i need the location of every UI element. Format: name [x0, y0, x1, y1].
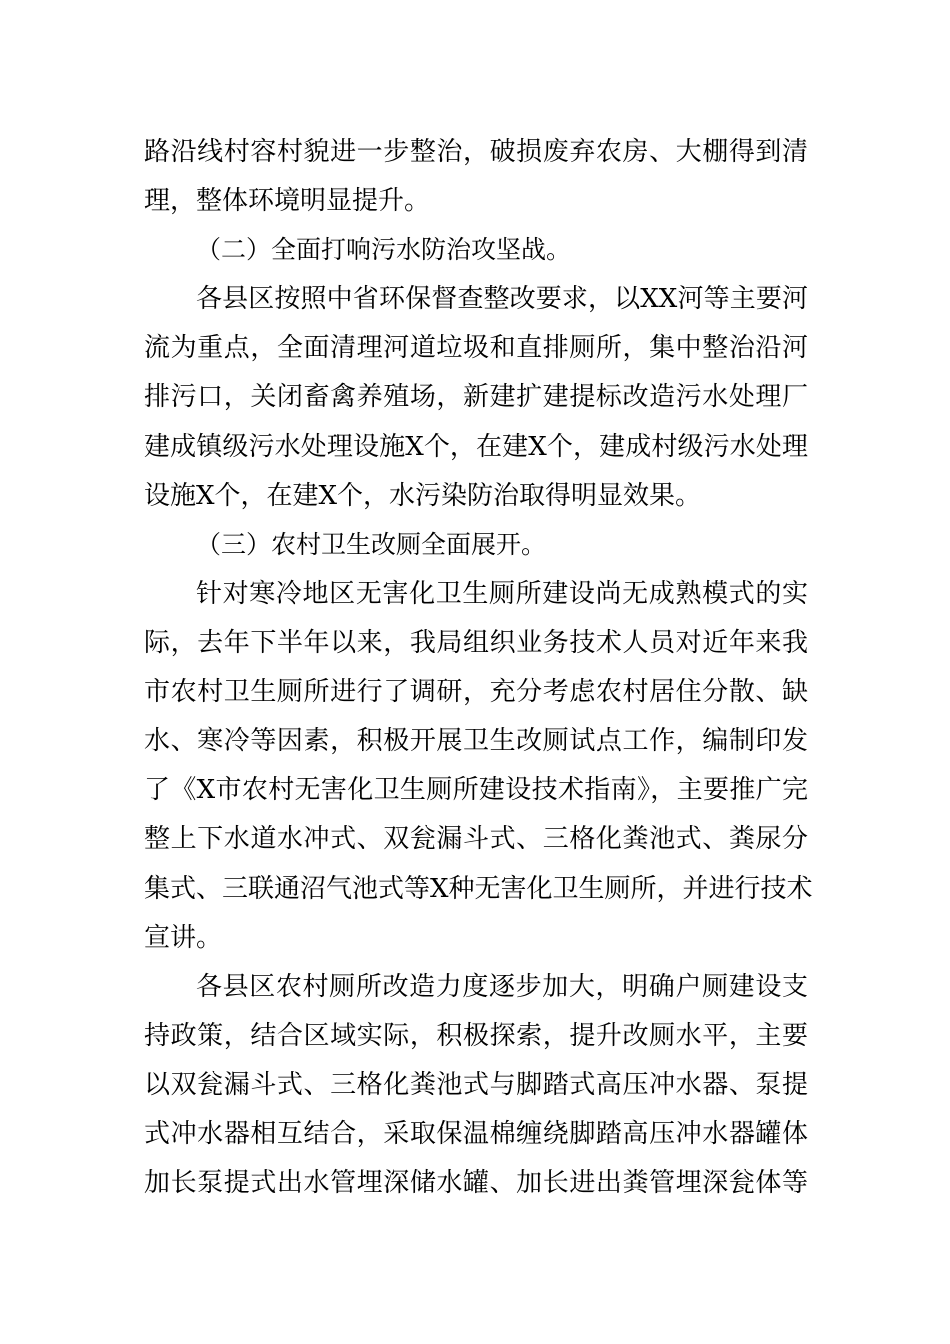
text-line: 以双瓮漏斗式、三格化粪池式与脚踏式高压冲水器、泵提: [144, 1070, 808, 1100]
paragraph-first-line: 针对寒冷地区无害化卫生厕所建设尚无成熟模式的实: [196, 579, 808, 609]
text-line: 水、寒冷等因素，积极开展卫生改厕试点工作，编制印发: [144, 726, 808, 756]
text-line: 加长泵提式出水管埋深储水罐、加长进出粪管埋深瓮体等: [144, 1168, 808, 1198]
text-line: 了《X市农村无害化卫生厕所建设技术指南》，主要推广完: [144, 775, 808, 805]
text-line: 际，去年下半年以来，我局组织业务技术人员对近年来我: [144, 628, 808, 658]
text-line: 建成镇级污水处理设施X个，在建X个，建成村级污水处理: [144, 432, 808, 462]
section-heading-3: （三）农村卫生改厕全面展开。: [196, 530, 547, 559]
text-line: 集式、三联通沼气池式等X种无害化卫生厕所，并进行技术: [144, 874, 813, 904]
text-line: 整上下水道水冲式、双瓮漏斗式、三格化粪池式、粪尿分: [144, 824, 808, 854]
paragraph-first-line: 各县区按照中省环保督查整改要求，以XX河等主要河: [196, 284, 808, 314]
text-line: 路沿线村容村貌进一步整治，破损废弃农房、大棚得到清: [144, 137, 808, 167]
section-heading-2: （二）全面打响污水防治攻坚战。: [196, 235, 572, 264]
paragraph-first-line: 各县区农村厕所改造力度逐步加大，明确户厕建设支: [196, 972, 808, 1002]
text-line: 宣讲。: [144, 923, 223, 953]
text-line: 排污口，关闭畜禽养殖场，新建扩建提标改造污水处理厂: [144, 382, 808, 412]
text-line: 市农村卫生厕所进行了调研，充分考虑农村居住分散、缺: [144, 677, 808, 707]
text-line: 流为重点，全面清理河道垃圾和直排厕所，集中整治沿河: [144, 333, 808, 363]
text-line: 持政策，结合区域实际，积极探索，提升改厕水平，主要: [144, 1021, 808, 1051]
text-line: 设施X个，在建X个，水污染防治取得明显效果。: [144, 481, 702, 511]
text-line: 理，整体环境明显提升。: [144, 186, 431, 216]
text-line: 式冲水器相互结合，采取保温棉缠绕脚踏高压冲水器罐体: [144, 1119, 808, 1149]
